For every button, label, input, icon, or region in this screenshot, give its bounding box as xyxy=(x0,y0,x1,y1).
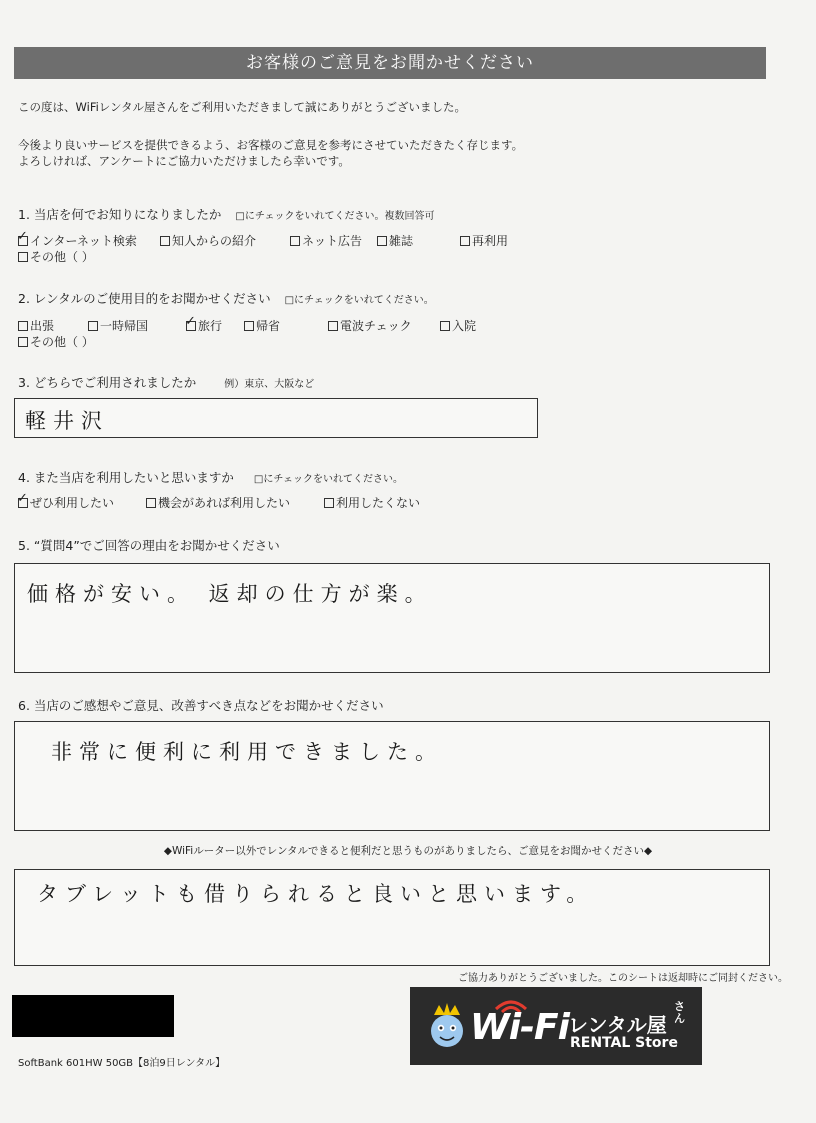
question-7 xyxy=(0,843,816,858)
question-1 xyxy=(18,205,435,223)
intro-line-2: 今後より良いサービスを提供できるよう、お客様のご意見を参考にさせていただきたく存じます。 xyxy=(18,138,524,152)
q1-option-net-ad[interactable] xyxy=(290,232,362,249)
option-label: ネット広告 xyxy=(302,234,363,248)
option-label: 雑誌 xyxy=(389,234,414,248)
option-label: 帰省 xyxy=(256,319,281,333)
intro-line-1: この度は、WiFiレンタル屋さんをご利用いただきまして誠にありがとうございました。 xyxy=(18,100,467,114)
logo-san-text: さん xyxy=(674,1000,685,1025)
option-label: 一時帰国 xyxy=(100,319,149,333)
q1-option-other[interactable] xyxy=(18,248,94,265)
checkbox-icon[interactable] xyxy=(244,321,254,331)
q3-answer-box[interactable] xyxy=(14,398,538,438)
question-5 xyxy=(18,536,280,554)
intro-line-3: よろしければ、アンケートにご協力いただけましたら幸いです。 xyxy=(18,154,350,168)
question-6 xyxy=(18,696,384,714)
checkbox-icon[interactable] xyxy=(324,498,334,508)
redacted-block xyxy=(12,995,174,1037)
checkbox-icon[interactable] xyxy=(328,321,338,331)
q1-option-magazine[interactable] xyxy=(377,232,413,249)
q2-option-hospital[interactable] xyxy=(440,317,476,334)
form-title: お客様のご意見をお聞かせください xyxy=(14,47,766,79)
q3-handwritten-answer: 軽井沢 xyxy=(25,409,109,433)
checkbox-checked-icon[interactable] xyxy=(18,498,28,508)
checkbox-icon[interactable] xyxy=(440,321,450,331)
q2-option-signal-check[interactable] xyxy=(328,317,412,334)
checkbox-icon[interactable] xyxy=(88,321,98,331)
question-5-label: 5. “質問4”でご回答の理由をお聞かせください xyxy=(18,538,280,553)
option-label: 入院 xyxy=(452,319,477,333)
q4-option-if-chance[interactable] xyxy=(146,494,290,511)
q2-option-business[interactable] xyxy=(18,317,54,334)
mascot-icon xyxy=(424,1003,470,1051)
product-line: SoftBank 601HW 50GB【8泊9日レンタル】 xyxy=(18,1058,226,1069)
checkbox-icon[interactable] xyxy=(160,236,170,246)
q7-answer-box[interactable] xyxy=(14,869,770,966)
option-label: 電波チェック xyxy=(340,319,412,333)
checkbox-icon[interactable] xyxy=(18,337,28,347)
logo-en-text: RENTAL Store xyxy=(570,1035,678,1051)
checkbox-icon[interactable] xyxy=(18,321,28,331)
q5-handwritten-answer: 価格が安い。 返却の仕方が楽。 xyxy=(27,582,433,606)
option-label: インターネット検索 xyxy=(30,234,137,248)
question-2 xyxy=(18,289,434,307)
logo-jp-text: レンタル屋 xyxy=(568,1013,667,1037)
q1-option-internet[interactable] xyxy=(18,232,137,249)
option-label: 知人からの紹介 xyxy=(172,234,257,248)
q1-option-reuse[interactable] xyxy=(460,232,508,249)
option-label: 再利用 xyxy=(472,234,509,248)
q2-option-other[interactable] xyxy=(18,333,94,350)
question-4 xyxy=(18,468,403,486)
q2-option-homecoming[interactable] xyxy=(244,317,280,334)
option-label: その他（ ） xyxy=(30,250,94,264)
option-label: ぜひ利用したい xyxy=(30,496,115,510)
q4-option-no[interactable] xyxy=(324,494,420,511)
question-1-note: □にチェックをいれてください。複数回答可 xyxy=(235,211,435,222)
question-2-label: 2. レンタルのご使用目的をお聞かせください xyxy=(18,291,271,306)
q6-handwritten-answer: 非常に便利に利用できました。 xyxy=(51,740,443,764)
option-label: 機会があれば利用したい xyxy=(158,496,291,510)
question-7-label: ◆WiFiルーター以外でレンタルできると便利だと思うものがありましたら、ご意見をお聞かせください◆ xyxy=(163,845,653,857)
logo-wifi-text: Wi-Fi xyxy=(470,1007,569,1048)
checkbox-icon[interactable] xyxy=(290,236,300,246)
q2-option-return-home[interactable] xyxy=(88,317,148,334)
q5-answer-box[interactable] xyxy=(14,563,770,673)
question-1-label: 1. 当店を何でお知りになりましたか xyxy=(18,207,222,222)
question-3 xyxy=(18,373,314,391)
q1-option-referral[interactable] xyxy=(160,232,256,249)
question-3-example: 例）東京、大阪など xyxy=(224,379,315,390)
question-2-note: □にチェックをいれてください。 xyxy=(284,295,434,306)
checkbox-checked-icon[interactable] xyxy=(18,236,28,246)
shop-logo xyxy=(410,987,702,1065)
q2-option-travel[interactable] xyxy=(186,317,222,334)
checkbox-icon[interactable] xyxy=(146,498,156,508)
q7-handwritten-answer: タブレットも借りられると良いと思います。 xyxy=(37,882,595,906)
option-label: 利用したくない xyxy=(336,496,421,510)
checkbox-checked-icon[interactable] xyxy=(186,321,196,331)
checkbox-icon[interactable] xyxy=(377,236,387,246)
checkbox-icon[interactable] xyxy=(460,236,470,246)
question-6-label: 6. 当店のご感想やご意見、改善すべき点などをお聞かせください xyxy=(18,698,384,713)
option-label: 旅行 xyxy=(198,319,223,333)
question-4-label: 4. また当店を利用したいと思いますか xyxy=(18,470,234,485)
question-3-label: 3. どちらでご利用されましたか xyxy=(18,375,197,390)
checkbox-icon[interactable] xyxy=(18,252,28,262)
option-label: その他（ ） xyxy=(30,335,94,349)
option-label: 出張 xyxy=(30,319,55,333)
q4-option-definitely[interactable] xyxy=(18,494,114,511)
footer-thanks: ご協力ありがとうございました。このシートは返却時にご同封ください。 xyxy=(458,973,788,984)
question-4-note: □にチェックをいれてください。 xyxy=(253,474,404,485)
q6-answer-box[interactable] xyxy=(14,721,770,831)
